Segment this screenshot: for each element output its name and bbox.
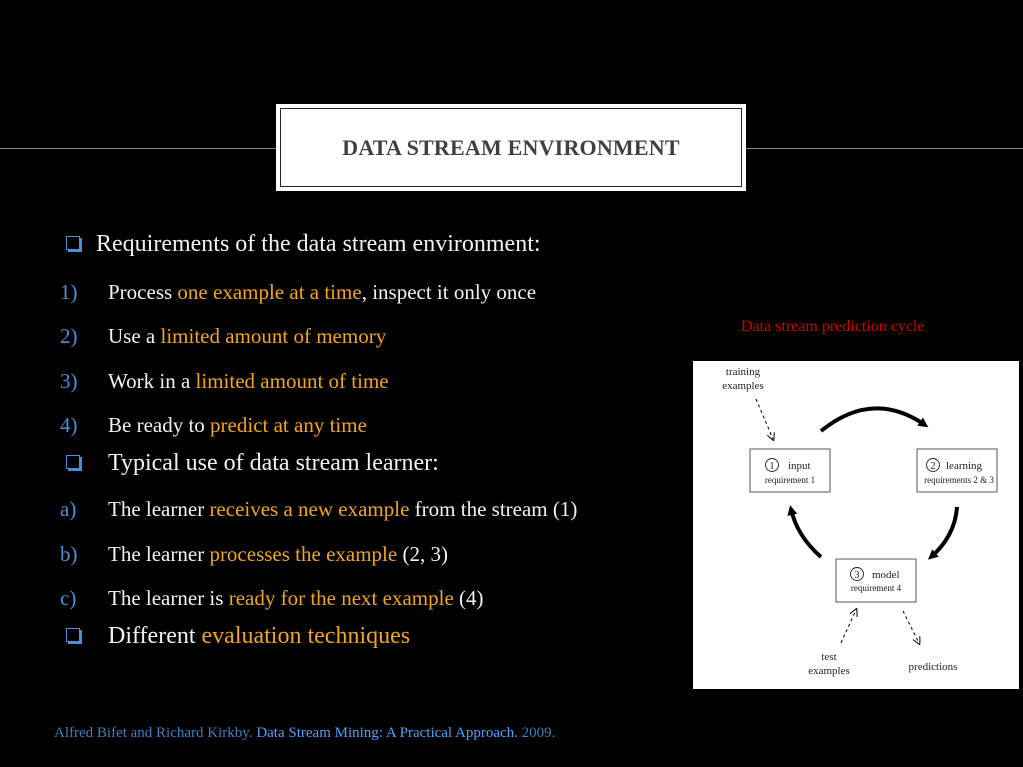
- list-number: 1): [60, 280, 78, 304]
- heading-evaluation-highlight: evaluation techniques: [201, 623, 411, 649]
- item-text: Process: [108, 280, 178, 304]
- citation-authors: Alfred Bifet and Richard Kirkby.: [54, 725, 253, 741]
- diagram-caption: Data stream prediction cycle: [741, 318, 925, 335]
- item-text: Work in a: [108, 369, 196, 393]
- citation-book: Data Stream Mining: A Practical Approach.: [256, 725, 518, 741]
- item-text: Use a: [108, 324, 161, 348]
- prediction-cycle-diagram: [693, 361, 1019, 689]
- model-number: 3: [854, 570, 860, 581]
- input-number: 1: [769, 461, 775, 472]
- checkbox-bullet-icon: [66, 628, 80, 642]
- item-text: Be ready to: [108, 413, 211, 437]
- learning-label: learning: [946, 460, 983, 472]
- citation-year: 2009.: [521, 725, 556, 741]
- list-letter: b): [60, 542, 78, 566]
- item-text: (2, 3): [397, 542, 448, 566]
- predictions-label: predictions: [908, 661, 958, 673]
- item-highlight: receives a new example: [209, 497, 410, 521]
- citation-footer: [54, 725, 555, 742]
- predictions-arrow: [903, 611, 919, 643]
- model-label: model: [872, 569, 900, 581]
- model-requirement: requirement 4: [850, 583, 902, 593]
- heading-requirements-text: Requirements of the data stream environment:: [96, 231, 541, 257]
- input-node: [750, 449, 830, 492]
- checkbox-bullet-icon: [66, 455, 80, 469]
- item-highlight: one example at a time: [177, 280, 362, 304]
- slide-title: DATA STREAM ENVIRONMENT: [342, 134, 680, 160]
- learning-node: [917, 449, 997, 492]
- item-text: , inspect it only once: [361, 280, 537, 304]
- item-highlight: predict at any time: [210, 413, 367, 437]
- item-highlight: limited amount of time: [195, 369, 389, 393]
- heading-typical-use-text: Typical use of data stream learner:: [108, 450, 439, 476]
- learning-number: 2: [930, 461, 936, 472]
- checkbox-bullet-icon: [66, 236, 80, 250]
- training-examples-label: training: [725, 366, 761, 378]
- arrow-learning-to-model: [931, 507, 957, 557]
- heading-evaluation-text: Different: [108, 623, 202, 649]
- list-letter: c): [60, 586, 77, 610]
- item-highlight: ready for the next example: [228, 586, 454, 610]
- item-highlight: processes the example: [209, 542, 398, 566]
- list-number: 2): [60, 324, 78, 348]
- title-box: [276, 104, 746, 191]
- list-letter: a): [60, 497, 77, 521]
- training-arrow: [756, 399, 773, 439]
- input-label: input: [788, 460, 811, 472]
- training-examples-label: examples: [722, 380, 764, 392]
- model-node: [836, 559, 916, 602]
- item-text: (4): [453, 586, 484, 610]
- test-examples-label: examples: [808, 665, 850, 677]
- list-number: 4): [60, 413, 78, 437]
- arrow-model-to-input: [791, 509, 821, 557]
- input-requirement: requirement 1: [764, 475, 816, 485]
- learning-requirement: requirements 2 & 3: [924, 475, 994, 485]
- arrow-input-to-learning: [821, 408, 925, 431]
- item-text: The learner is: [108, 586, 229, 610]
- test-arrow: [841, 610, 856, 643]
- item-text: from the stream (1): [409, 497, 578, 521]
- item-highlight: limited amount of memory: [160, 324, 387, 348]
- test-examples-label: test: [821, 651, 837, 663]
- item-text: The learner: [108, 497, 210, 521]
- item-text: The learner: [108, 542, 210, 566]
- list-number: 3): [60, 369, 78, 393]
